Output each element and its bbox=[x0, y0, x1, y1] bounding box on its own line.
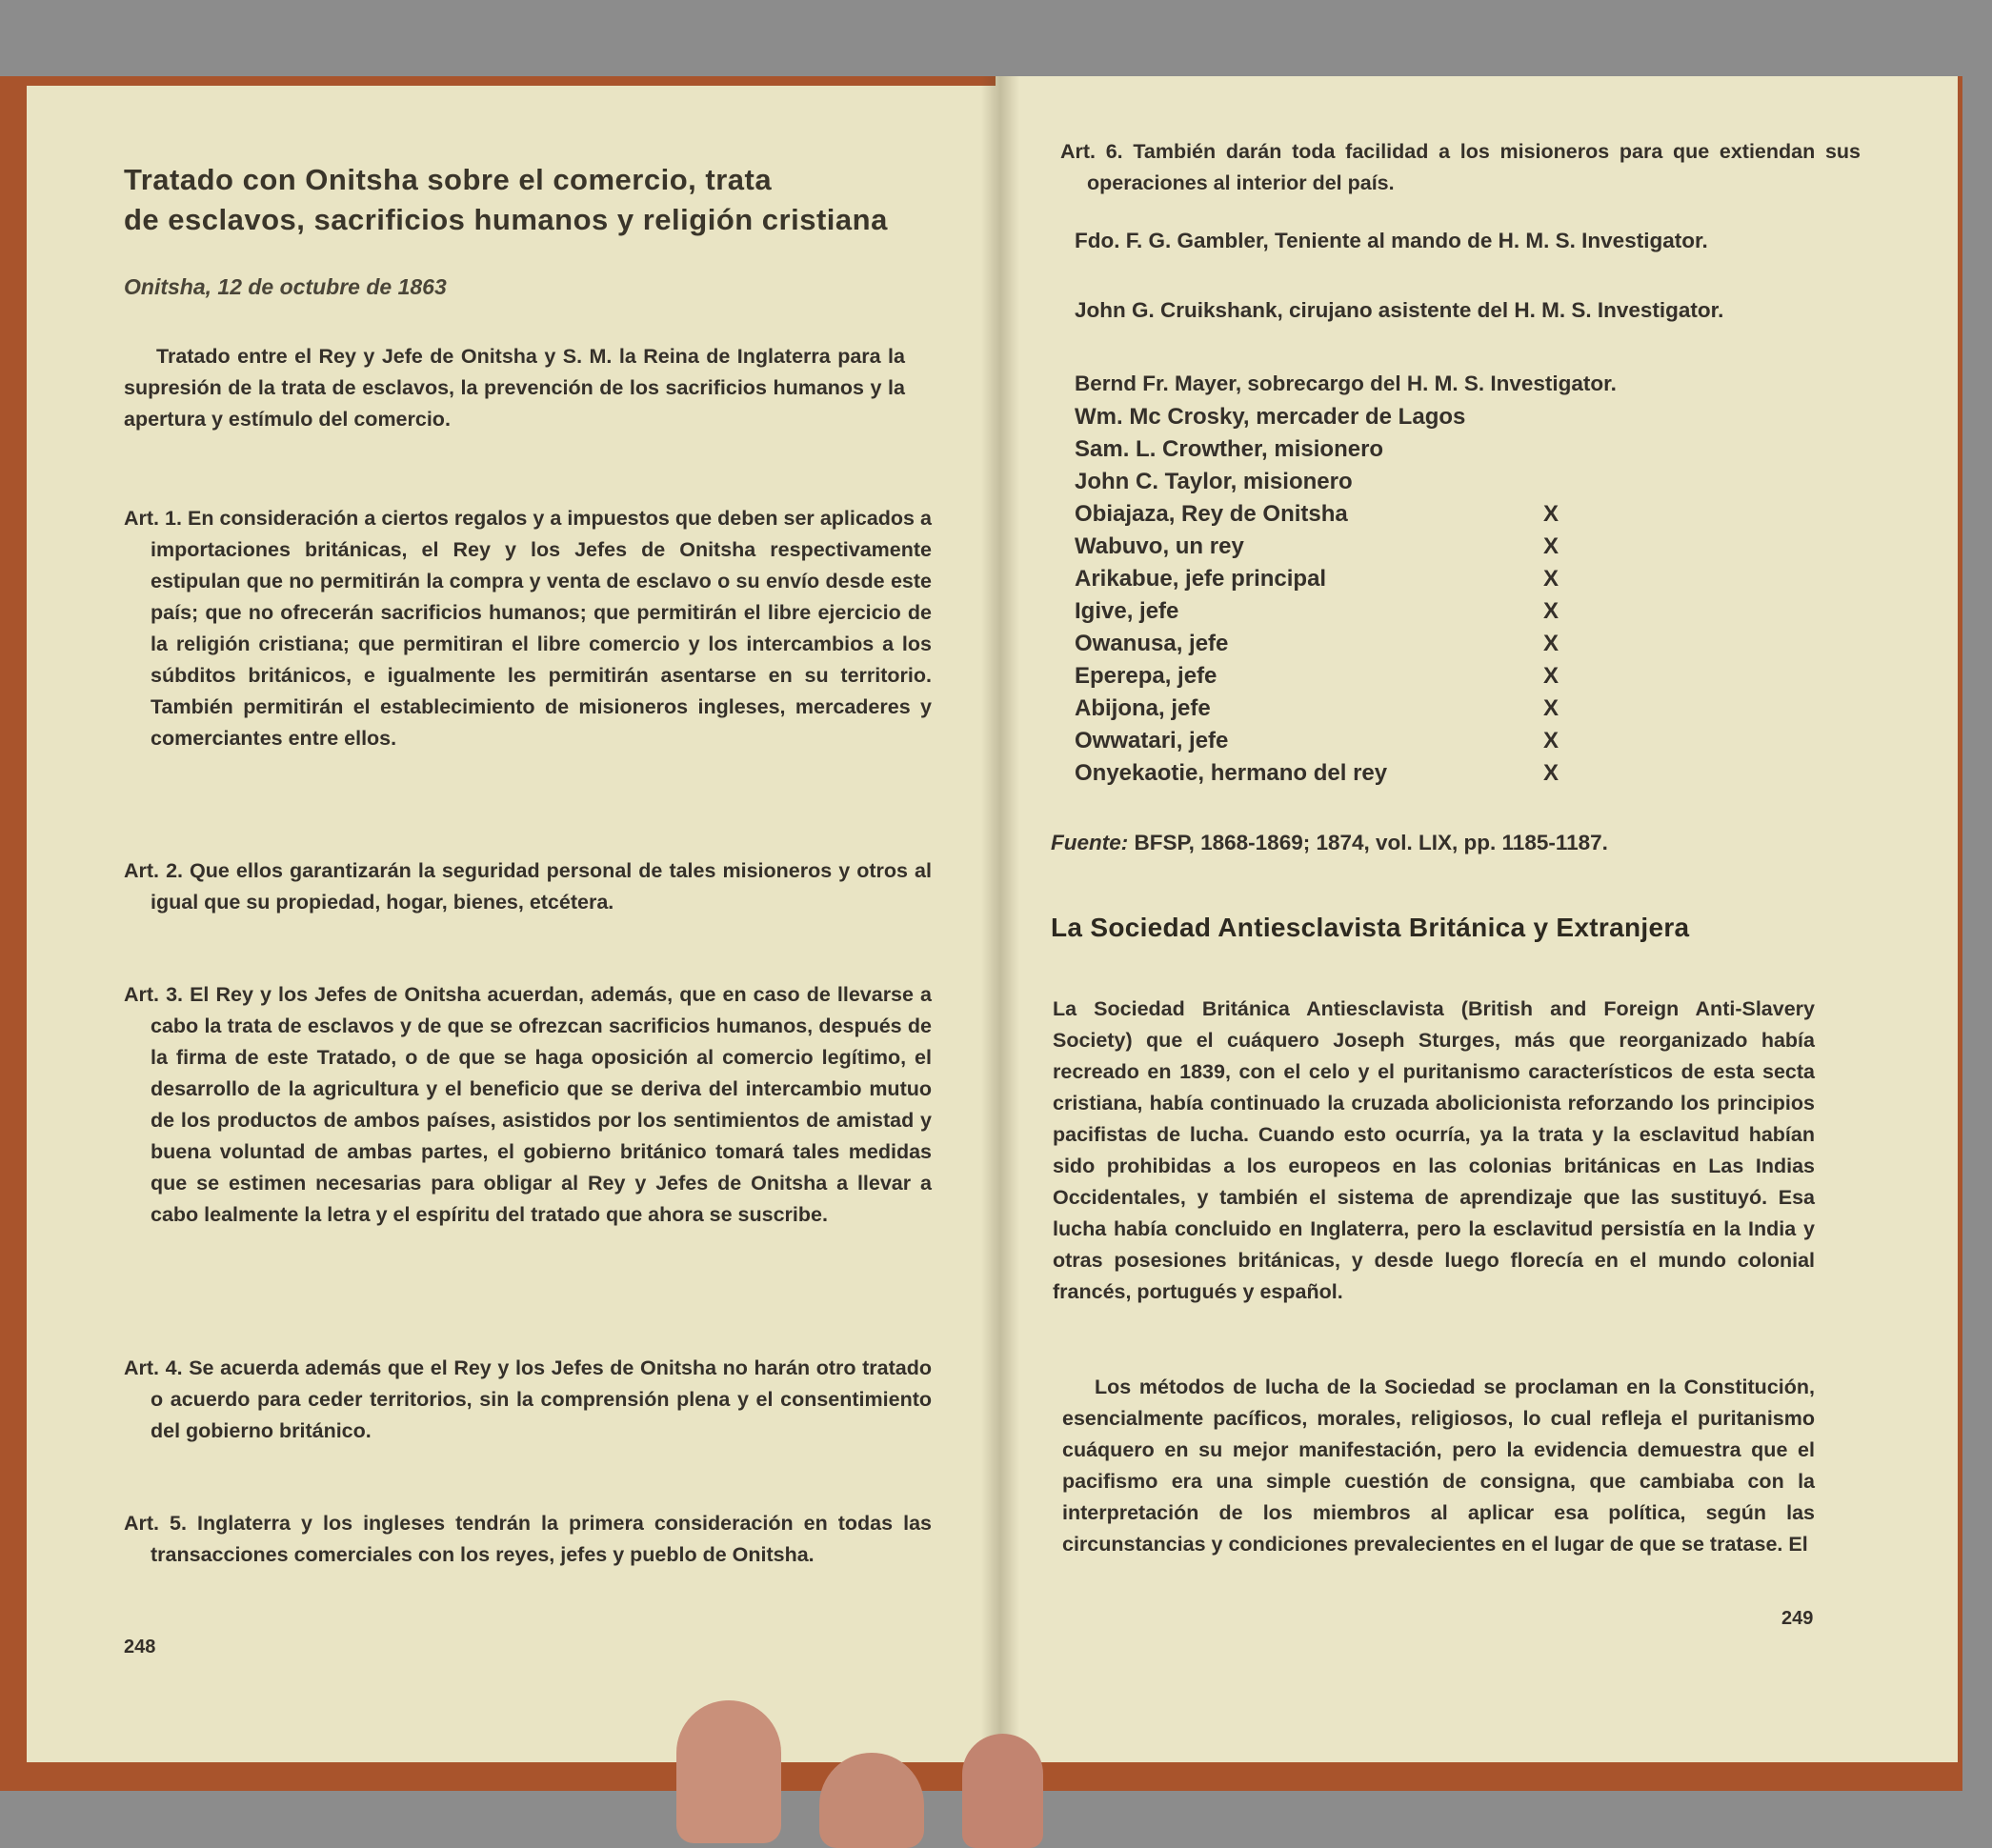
article-2: Art. 2. Que ellos garantizarán la seguridad personal de tales misioneros y otros al igual que su propiedad, hogar, bienes, etcétera. bbox=[124, 859, 932, 914]
source-citation bbox=[1051, 827, 1832, 859]
signatory-mark: X bbox=[1543, 728, 1559, 753]
signatory-name: Eperepa, jefe bbox=[1075, 663, 1217, 689]
article-5: Art. 5. Inglaterra y los ingleses tendrán la primera consideración en todas las transacciones comerciales con los reyes, jefes y pueblo de Onitsha. bbox=[124, 1512, 932, 1566]
signatory-mark: X bbox=[1543, 760, 1559, 786]
treaty-title bbox=[124, 160, 905, 240]
section-title: La Sociedad Antiesclavista Británica y Extranjera bbox=[1051, 913, 1690, 942]
signatory-name: Owwatari, jefe bbox=[1075, 728, 1229, 753]
section-paragraph-1: La Sociedad Británica Antiesclavista (British and Foreign Anti-Slavery Society) que el cuáquero Joseph Sturges, más que reorganizado había recreado en 1839, con el celo y el puritanismo característicos de esta secta cristiana, había continuado la cruzada abolicionista reforzando los principios pacifistas de lucha. Cuando esto ocurría, ya la trata y la esclavitud habían sido prohibidas a los europeos en las colonias británicas en Las Indias Occidentales, y también el sistema de aprendizaje que las sustituyó. Esa lucha había concluido en Inglaterra, pero la esclavitud persistía en la India y otras posesiones británicas, y desde luego florecía en el mundo colonial francés, portugués y español. bbox=[1053, 997, 1815, 1303]
page-number-right: 249 bbox=[1781, 1608, 1814, 1629]
signatory-mark: X bbox=[1543, 533, 1559, 559]
signatory-name: Arikabue, jefe principal bbox=[1075, 566, 1327, 592]
dateline: Onitsha, 12 de octubre de 1863 bbox=[124, 274, 447, 299]
signatory-mark: X bbox=[1543, 566, 1559, 592]
finger bbox=[962, 1734, 1043, 1848]
signatory-name: Abijona, jefe bbox=[1075, 695, 1211, 721]
signatory-mark: X bbox=[1543, 598, 1559, 624]
holding-fingers bbox=[657, 1657, 1057, 1829]
signatory-mark: X bbox=[1543, 631, 1559, 656]
article-6: Art. 6. También darán toda facilidad a los misioneros para que extiendan sus operaciones al interior del país. bbox=[1060, 140, 1861, 194]
source-text: BFSP, 1868-1869; 1874, vol. LIX, pp. 1185-1187. bbox=[1134, 831, 1608, 854]
article-4: Art. 4. Se acuerda además que el Rey y los Jefes de Onitsha no harán otro tratado o acuerdo para ceder territorios, sin la comprensión plena y el consentimiento del gobierno británico. bbox=[124, 1356, 932, 1442]
signature-mayer: Bernd Fr. Mayer, sobrecargo del H. M. S. Investigator. bbox=[1075, 372, 1617, 395]
book-gutter bbox=[981, 76, 1019, 1767]
signatory-name: Wm. Mc Crosky, mercader de Lagos bbox=[1075, 404, 1466, 430]
signatory-name: Igive, jefe bbox=[1075, 598, 1179, 624]
signatory-mark: X bbox=[1543, 663, 1559, 689]
finger bbox=[819, 1753, 924, 1848]
treaty-intro: Tratado entre el Rey y Jefe de Onitsha y S. M. la Reina de Inglaterra para la supresión de la trata de esclavos, la prevención de los sacrificios humanos y la apertura y estímulo del comercio. bbox=[124, 345, 905, 431]
source-label: Fuente: bbox=[1051, 831, 1129, 854]
treaty-title-line2: de esclavos, sacrificios humanos y religión cristiana bbox=[124, 203, 888, 236]
signature-gambler: Fdo. F. G. Gambler, Teniente al mando de H. M. S. Investigator. bbox=[1075, 229, 1708, 252]
signatory-name: Onyekaotie, hermano del rey bbox=[1075, 760, 1388, 786]
treaty-title-line1: Tratado con Onitsha sobre el comercio, trata bbox=[124, 163, 773, 196]
signatory-name: Obiajaza, Rey de Onitsha bbox=[1075, 501, 1348, 527]
section-paragraph-2: Los métodos de lucha de la Sociedad se proclaman en la Constitución, esencialmente pacíficos, morales, religiosos, lo cual refleja el puritanismo cuáquero en su mejor manifestación, pero la evidencia demuestra que el pacifismo era una simple cuestión de consigna, que cambiaba con la interpretación de los miembros al aplicar esa política, según las circunstancias y condiciones prevalecientes en el lugar de que se tratase. El bbox=[1062, 1376, 1815, 1556]
signatory-name: Sam. L. Crowther, misionero bbox=[1075, 436, 1384, 462]
article-1: Art. 1. En consideración a ciertos regalos y a impuestos que deben ser aplicados a importaciones británicas, el Rey y los Jefes de Onitsha respectivamente estipulan que no permitirán la compra y venta de esclavo o su envío desde este país; que no ofrecerán sacrificios humanos; que permitirán el libre ejercicio de la religión cristiana; que permitiran el libre comercio y los intercambios a los súbditos británicos, e igualmente les permitirán asentarse en su territorio. También permitirán el establecimiento de misioneros ingleses, mercaderes y comerciantes entre ellos. bbox=[124, 507, 932, 750]
signatory-name: Wabuvo, un rey bbox=[1075, 533, 1244, 559]
article-3: Art. 3. El Rey y los Jefes de Onitsha acuerdan, además, que en caso de llevarse a cabo la trata de esclavos y de que se ofrezcan sacrificios humanos, después de la firma de este Tratado, o de que se haga oposición al comercio legítimo, el desarrollo de la agricultura y el beneficio que se deriva del intercambio mutuo de los productos de ambos países, asistidos por los sentimientos de amistad y buena voluntad de ambas partes, el gobierno británico tomará tales medidas que se estimen necesarias para obligar al Rey y Jefes de Onitsha a llevar a cabo lealmente la letra y el espíritu del tratado que ahora se suscribe. bbox=[124, 983, 932, 1226]
signatory-mark: X bbox=[1543, 501, 1559, 527]
signatory-name: Owanusa, jefe bbox=[1075, 631, 1229, 656]
signatory-name: John C. Taylor, misionero bbox=[1075, 469, 1353, 494]
finger bbox=[676, 1700, 781, 1843]
signatory-mark: X bbox=[1543, 695, 1559, 721]
page-number-left: 248 bbox=[124, 1637, 156, 1657]
signature-cruikshank: John G. Cruikshank, cirujano asistente del H. M. S. Investigator. bbox=[1075, 298, 1724, 322]
